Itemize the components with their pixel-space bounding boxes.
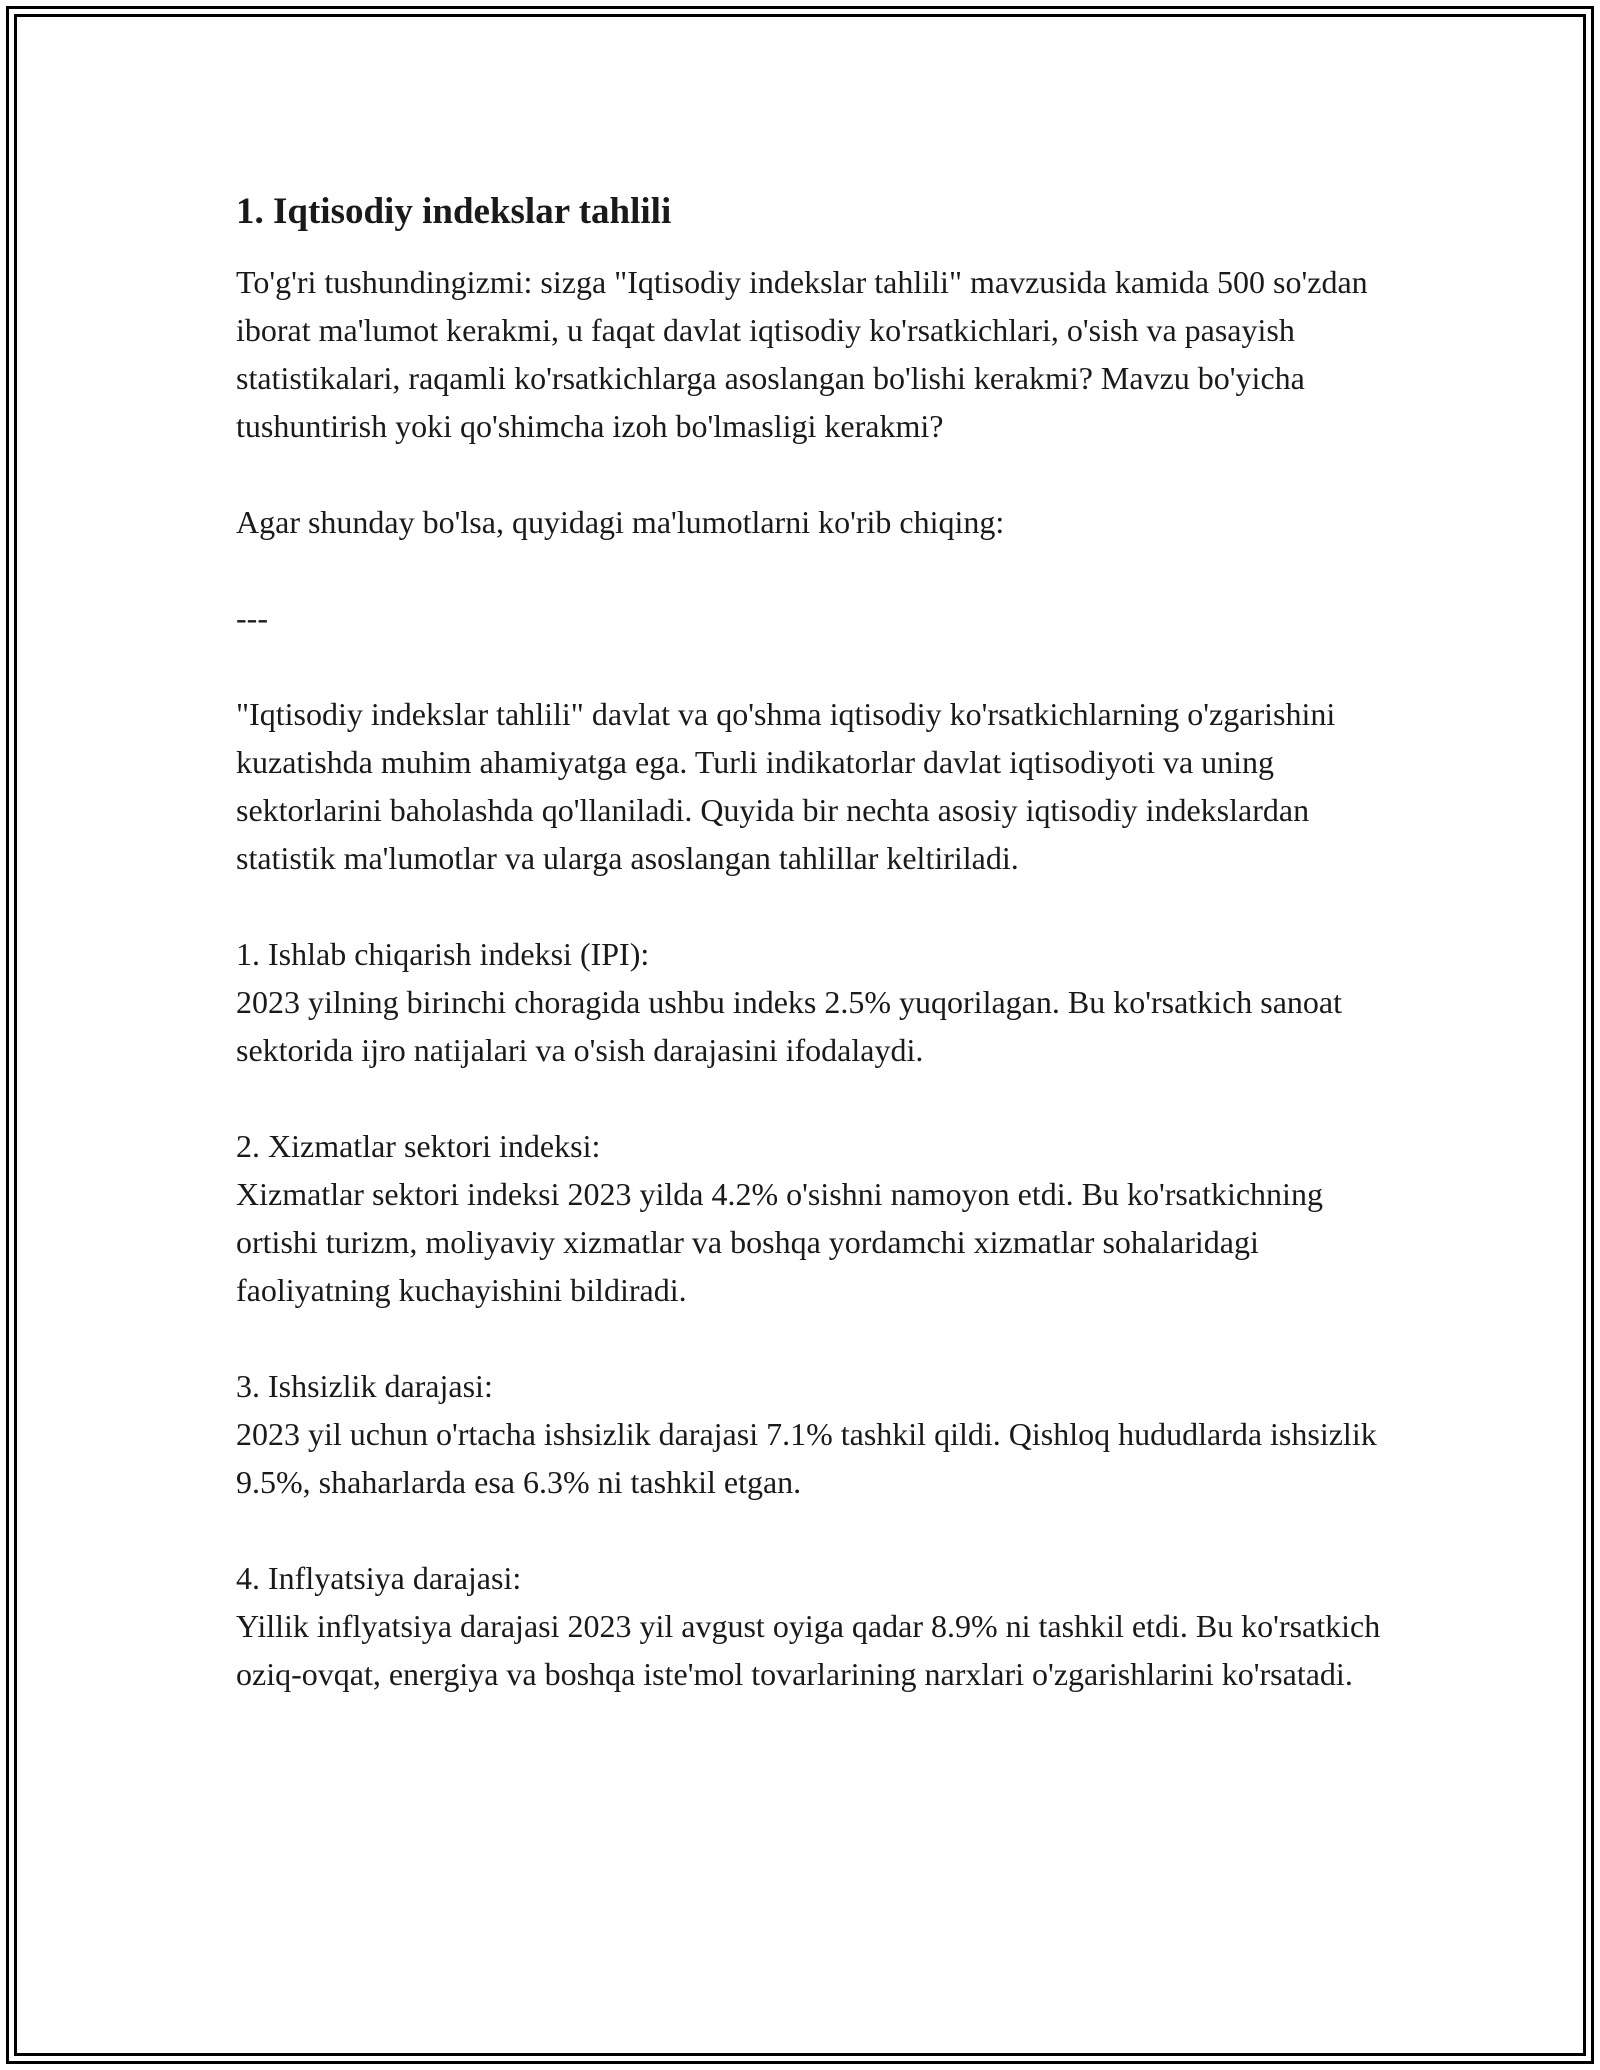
- paragraph-gap: [236, 1074, 1396, 1122]
- section-body: Yillik inflyatsiya darajasi 2023 yil avgust oyiga qadar 8.9% ni tashkil etdi. Bu ko'rsatkich oziq-ovqat, energiya va boshqa iste'mol tovarlarining narxlari o'zgarishlarini ko'rsatadi.: [236, 1608, 1381, 1692]
- paragraph-gap: [236, 1506, 1396, 1554]
- document-body: [236, 186, 1396, 1698]
- section-body: 2023 yil uchun o'rtacha ishsizlik darajasi 7.1% tashkil qildi. Qishloq hududlarda ishsizlik 9.5%, shaharlarda esa 6.3% ni tashkil etgan.: [236, 1416, 1377, 1500]
- section-body: 2023 yilning birinchi choragida ushbu indeks 2.5% yuqorilagan. Bu ko'rsatkich sanoat sektorida ijro natijalari va o'sish darajasini ifodalaydi.: [236, 984, 1343, 1068]
- paragraph-gap: [236, 642, 1396, 690]
- lead-in-paragraph: Agar shunday bo'lsa, quyidagi ma'lumotlarni ko'rib chiqing:: [236, 504, 1005, 540]
- section-heading: 4. Inflyatsiya darajasi:: [236, 1560, 522, 1596]
- paragraph-gap: [236, 546, 1396, 594]
- section-inflation: [236, 1554, 1396, 1698]
- overview-paragraph: "Iqtisodiy indekslar tahlili" davlat va qo'shma iqtisodiy ko'rsatkichlarning o'zgarishini kuzatishda muhim ahamiyatga ega. Turli indikatorlar davlat iqtisodiyoti va uning sektorlarini baholashda qo'llaniladi. Quyida bir nechta asosiy iqtisodiy indekslardan statistik ma'lumotlar va ularga asoslangan tahlillar keltiriladi.: [236, 696, 1336, 876]
- paragraph-gap: [236, 450, 1396, 498]
- paragraph-gap: [236, 1314, 1396, 1362]
- document-title: 1. Iqtisodiy indekslar tahlili: [236, 191, 672, 232]
- section-services-index: [236, 1122, 1396, 1314]
- section-heading: 1. Ishlab chiqarish indeksi (IPI):: [236, 936, 650, 972]
- paragraph-gap: [236, 882, 1396, 930]
- section-heading: 3. Ishsizlik darajasi:: [236, 1368, 493, 1404]
- separator-line: ---: [236, 600, 268, 636]
- section-body: Xizmatlar sektori indeksi 2023 yilda 4.2% o'sishni namoyon etdi. Bu ko'rsatkichning ortishi turizm, moliyaviy xizmatlar va boshqa yordamchi xizmatlar sohalaridagi faoliyatning kuchayishini bildiradi.: [236, 1176, 1323, 1308]
- section-heading: 2. Xizmatlar sektori indeksi:: [236, 1128, 601, 1164]
- section-unemployment: [236, 1362, 1396, 1506]
- section-ipi: [236, 930, 1396, 1074]
- intro-question-paragraph: To'g'ri tushundingizmi: sizga "Iqtisodiy indekslar tahlili" mavzusida kamida 500 so'zdan iborat ma'lumot kerakmi, u faqat davlat iqtisodiy ko'rsatkichlari, o'sish va pasayish statistikalari, raqamli ko'rsatkichlarga asoslangan bo'lishi kerakmi? Mavzu bo'yicha tushuntirish yoki qo'shimcha izoh bo'lmasligi kerakmi?: [236, 264, 1368, 444]
